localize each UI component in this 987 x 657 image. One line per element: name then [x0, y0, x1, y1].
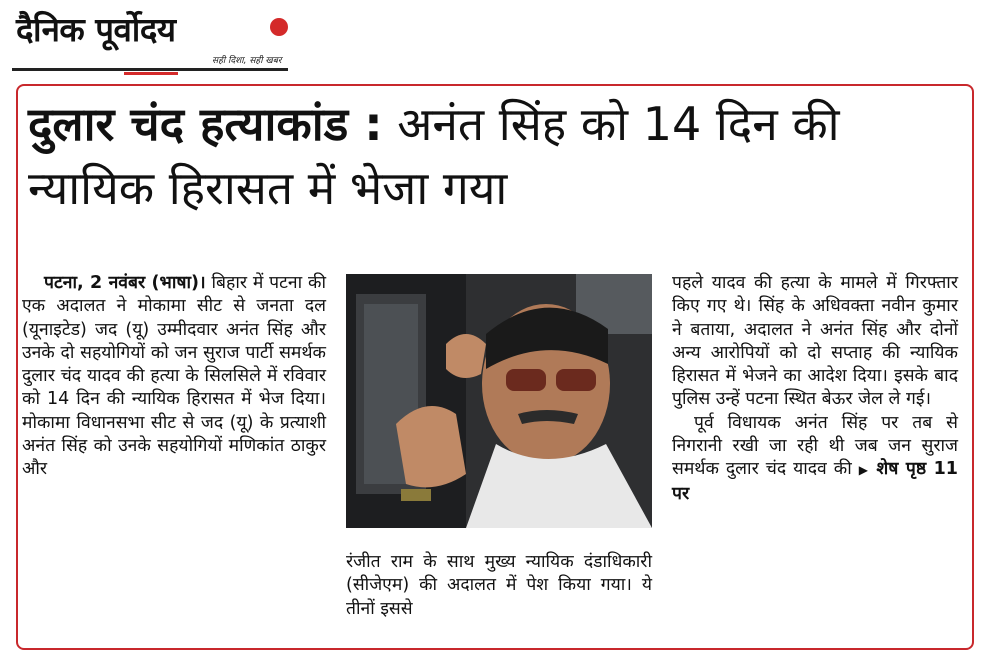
- continued-on-page: शेष पृष्ठ 11 पर: [672, 459, 958, 504]
- news-photo: [346, 274, 652, 528]
- photo-illustration: [346, 274, 652, 528]
- continued-arrow-icon: ▶: [858, 463, 870, 478]
- masthead-rule: [12, 68, 288, 71]
- article-column-2: [346, 551, 652, 621]
- headline-strong: दुलार चंद हत्याकांड :: [28, 97, 383, 151]
- column-2-body: रंजीत राम के साथ मुख्य न्यायिक दंडाधिकारी (सीजेएम) की अदालत में पेश किया गया। ये तीनों इससे: [346, 552, 652, 619]
- headline-light: अनंत सिंह को 14 दिन की न्यायिक हिरासत में भेजा गया: [28, 97, 840, 215]
- dateline: पटना, 2 नवंबर (भाषा)।: [44, 273, 206, 293]
- article-headline: [28, 92, 968, 220]
- masthead-red-bar: [124, 72, 178, 75]
- column-3-para-2: पूर्व विधायक अनंत सिंह पर तब से निगरानी रखी जा रही थी जब जन सुराज समर्थक दुलार चंद यादव की: [672, 412, 958, 480]
- column-1-body: बिहार में पटना की एक अदालत ने मोकामा सीट से जनता दल (यूनाइटेड) जद (यू) उम्मीदवार अनंत सिंह और उनके दो सहयोगियों को जन सुराज पार्टी समर्थक दुलार चंद यादव की हत्या के सिलसिले में रविवार को 14 दिन की न्यायिक हिरासत में भेज दिया। मोकामा विधानसभा सीट से जद (यू) के प्रत्याशी अनंत सिंह को उनके सहयोगियों मणिकांत ठाकुर और: [22, 273, 326, 480]
- column-3-para-1: पहले यादव की हत्या के मामले में गिरफ्तार किए गए थे। सिंह के अधिवक्ता नवीन कुमार ने बताया, अदालत ने अनंत सिंह और दोनों अन्य आरोपियों को दो सप्ताह की न्यायिक हिरासत में भेजने का आदेश दिया। इसके बाद पुलिस उन्हें पटना स्थित बेऊर जेल ले गई।: [672, 273, 958, 410]
- newspaper-name: दैनिक पूर्वोदय: [16, 10, 176, 49]
- article-column-1: [22, 272, 326, 482]
- masthead: [12, 6, 290, 72]
- article-column-3: [672, 272, 958, 506]
- newspaper-tagline: सही दिशा, सही खबर: [212, 56, 282, 66]
- masthead-red-dot: [270, 18, 288, 36]
